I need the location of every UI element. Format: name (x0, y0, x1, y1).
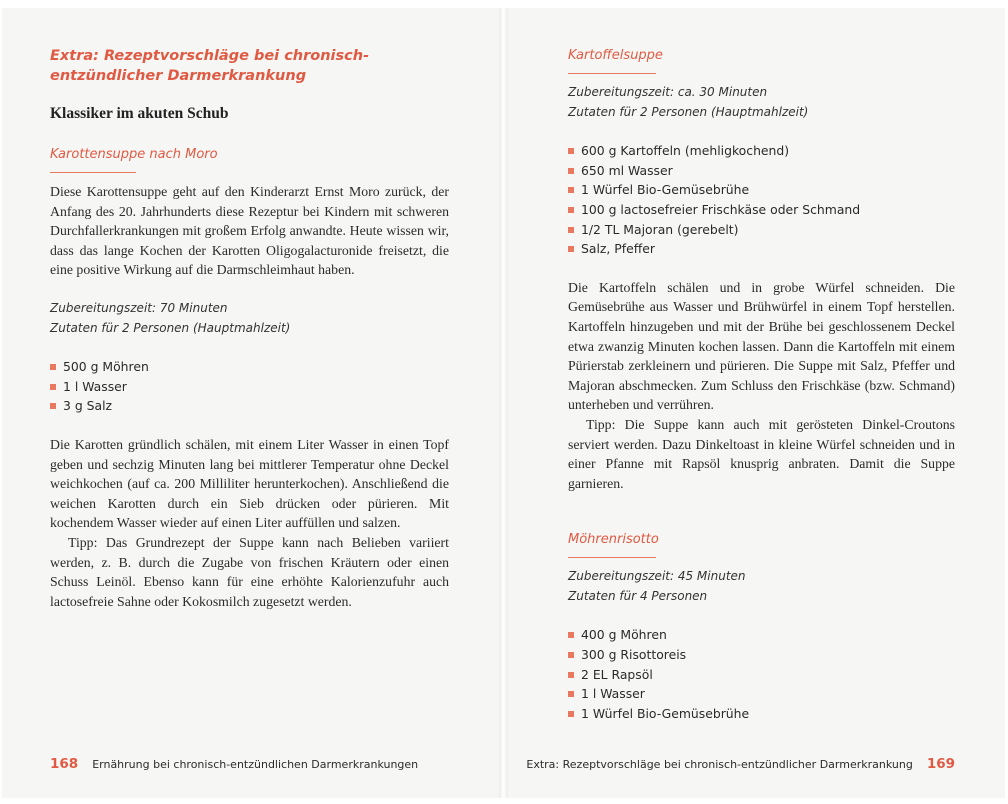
ingredient-item: 600 g Kartoffeln (mehligkochend) (568, 141, 955, 161)
ingredient-item: 500 g Möhren (50, 357, 449, 377)
recipe-title: Karottensuppe nach Moro (50, 147, 218, 162)
ingredient-item: 1 l Wasser (50, 377, 449, 397)
recipe-meta (50, 299, 449, 338)
recipe-instructions: Die Kartoffeln schälen und in grobe Würfel schneiden. Die Gemüsebrühe aus Wasser und Brühwürfel in einem Topf herstellen. Kartoffeln hinzugeben und mit der Brühe bei geschlossenem Deckel etwa zwanzig Minuten kochen lassen. Dann die Kartoffeln mit einem Pürierstab zerkleinern und pürieren. Die Suppe mit Salz, Pfeffer und Majoran abschmecken. Zum Schluss den Frischkäse (bzw. Schmand) unterheben und verrühren. (568, 279, 955, 413)
right-page (508, 8, 1005, 798)
recipe-title-wrap (568, 46, 955, 74)
bullet-square-icon (568, 148, 574, 154)
recipe-meta (568, 567, 955, 606)
bullet-square-icon (50, 384, 56, 390)
recipe-title-wrap (568, 530, 955, 558)
ingredient-item: Salz, Pfeffer (568, 239, 955, 259)
bullet-square-icon (568, 672, 574, 678)
ingredient-item: 300 g Risottoreis (568, 645, 955, 665)
prep-time: Zubereitungszeit: 70 Minuten (50, 300, 228, 315)
ingredient-item: 650 ml Wasser (568, 161, 955, 181)
recipe-title-rule (568, 73, 656, 74)
recipe-instructions: Die Karotten gründlich schälen, mit einem Liter Wasser in einen Topf geben und sechzig Minuten lang bei mittlerer Temperatur ohne Deckel weichkochen (auf ca. 200 Milliliter herunterkochen). Anschließend die weichen Karotten durch ein Sieb drücken oder pürieren. Mit kochendem Wasser wieder auf einen Liter auffüllen und salzen. (50, 436, 449, 531)
recipe-title: Kartoffelsuppe (568, 48, 663, 63)
section-heading: Klassiker im akuten Schub (50, 105, 229, 122)
ingredient-item: 1 Würfel Bio-Gemüsebrühe (568, 180, 955, 200)
ingredient-item: 3 g Salz (50, 396, 449, 416)
ingredient-item: 1 l Wasser (568, 684, 955, 704)
ingredient-item: 1/2 TL Majoran (gerebelt) (568, 220, 955, 240)
page-number: 168 (50, 756, 79, 772)
recipe-title-wrap (50, 145, 449, 173)
bullet-square-icon (568, 652, 574, 658)
servings: Zutaten für 2 Personen (Hauptmahlzeit) (50, 320, 291, 335)
bullet-square-icon (568, 168, 574, 174)
bullet-square-icon (50, 364, 56, 370)
running-title: Extra: Rezeptvorschläge bei chronisch-entzündlicher Darmerkrankung (526, 758, 913, 771)
recipe-title-rule (50, 172, 136, 173)
chapter-title: Extra: Rezeptvorschläge bei chronisch-entzündlicher Darmerkrankung (50, 48, 370, 84)
page-footer (526, 756, 955, 772)
ingredient-item: 400 g Möhren (568, 625, 955, 645)
bullet-square-icon (568, 691, 574, 697)
ingredient-list (50, 357, 449, 416)
recipe-meta (568, 83, 955, 122)
ingredient-list (568, 141, 955, 259)
recipe-title: Möhrenrisotto (568, 532, 659, 548)
servings: Zutaten für 2 Personen (Hauptmahlzeit) (568, 104, 809, 119)
page-footer (50, 756, 418, 772)
bullet-square-icon (568, 207, 574, 213)
recipe-tip: Tipp: Die Suppe kann auch mit gerösteten Dinkel-Croutons serviert werden. Dazu Dinkeltoast in kleine Würfel schneiden und in einer Pfanne mit Rapsöl knusprig anbraten. Damit die Suppe garnieren. (568, 416, 955, 491)
ingredient-list (568, 625, 955, 723)
bullet-square-icon (568, 227, 574, 233)
ingredient-item: 1 Würfel Bio-Gemüsebrühe (568, 704, 955, 724)
page-number: 169 (926, 756, 955, 772)
running-title: Ernährung bei chronisch-entzündlichen Darmerkrankungen (92, 758, 419, 771)
recipe-intro: Diese Karottensuppe geht auf den Kinderarzt Ernst Moro zurück, der Anfang des 20. Jahrhunderts diese Rezeptur bei Kindern mit schweren Durchfallerkrankungen mit großem Erfolg anwandte. Heute wissen wir, dass das lange Kochen der Karotten Oligogalacturonide freisetzt, die eine positive Wirkung auf die Darmschleimhaut haben. (50, 184, 449, 278)
prep-time: Zubereitungszeit: 45 Minuten (568, 569, 746, 584)
bullet-square-icon (568, 711, 574, 717)
bullet-square-icon (50, 403, 56, 409)
book-gutter (499, 8, 508, 798)
ingredient-item: 100 g lactosefreier Frischkäse oder Schmand (568, 200, 955, 220)
ingredient-item: 2 EL Rapsöl (568, 665, 955, 685)
prep-time: Zubereitungszeit: ca. 30 Minuten (568, 85, 768, 99)
bullet-square-icon (568, 632, 574, 638)
servings: Zutaten für 4 Personen (568, 588, 708, 603)
left-page (2, 8, 499, 798)
bullet-square-icon (568, 246, 574, 252)
recipe-tip: Tipp: Das Grundrezept der Suppe kann nach Belieben variiert werden, z. B. durch die Zugabe von frischen Kräutern oder einen Schuss Leinöl. Ebenso kann für eine erhöhte Kalorienzufuhr auch lactosefreie Sahne oder Kokosmilch zugesetzt werden. (50, 534, 449, 609)
recipe-title-rule (568, 557, 656, 558)
bullet-square-icon (568, 187, 574, 193)
